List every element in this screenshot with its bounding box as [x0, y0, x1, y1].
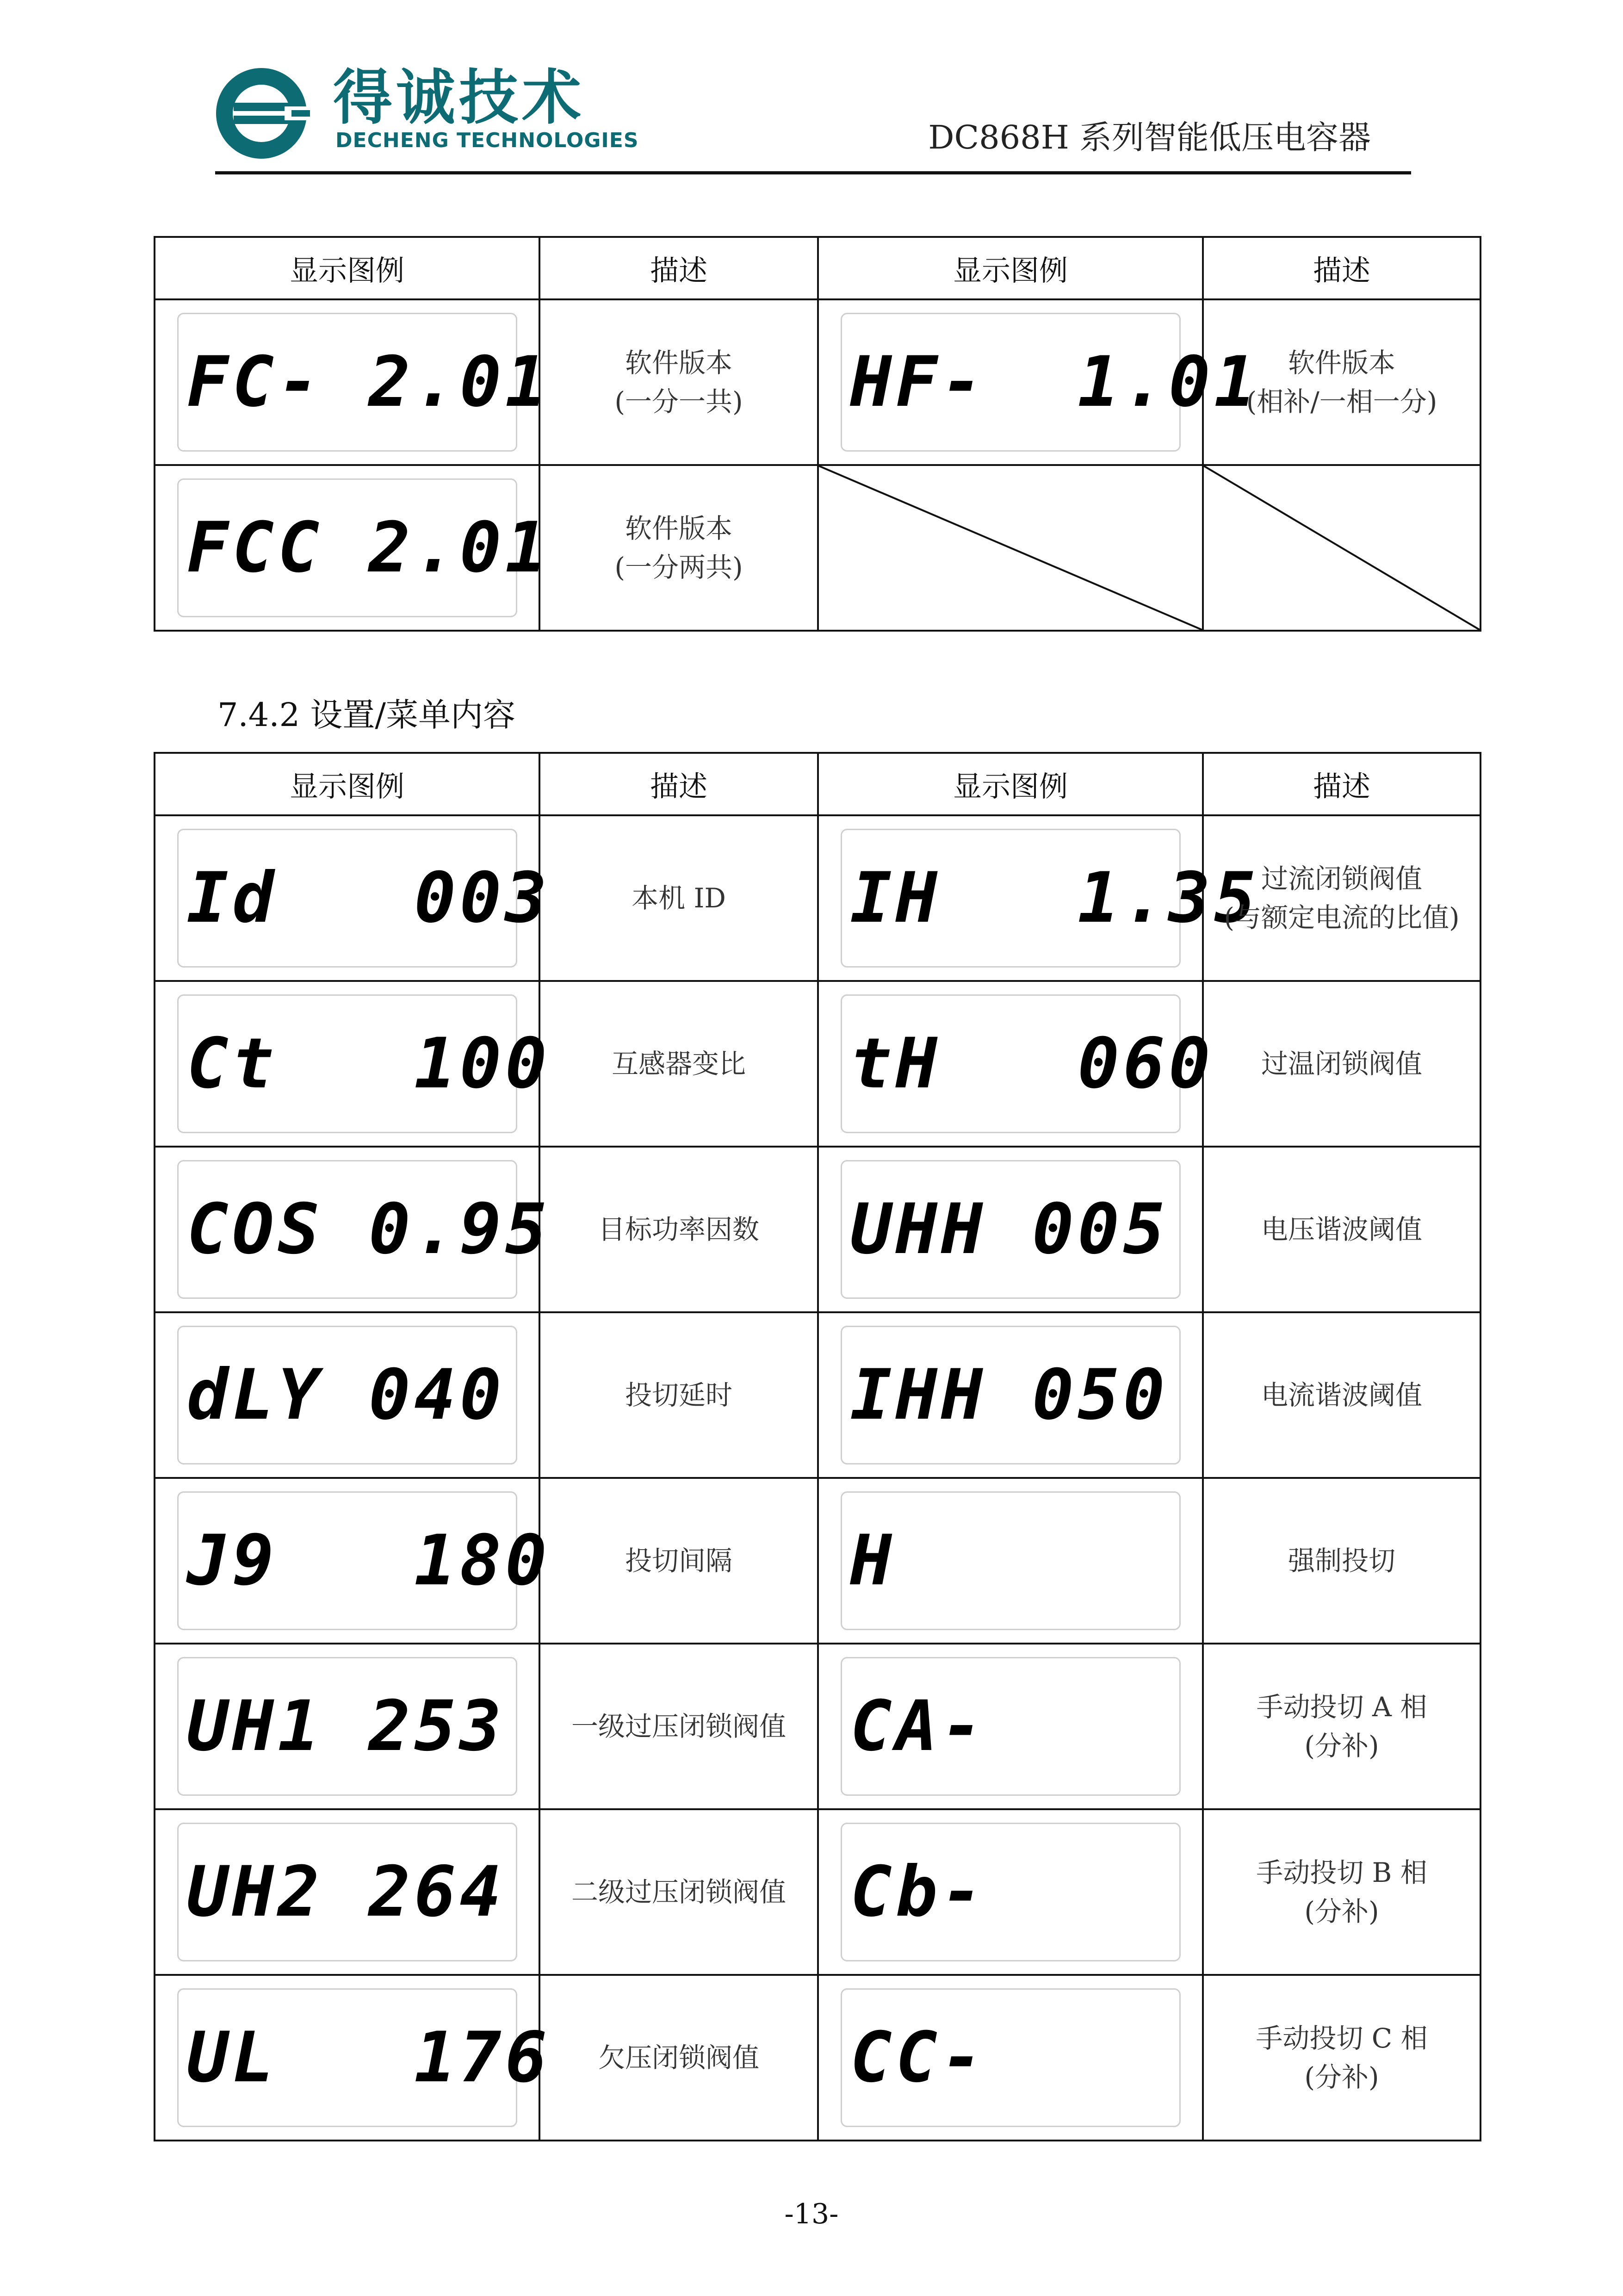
- table-header-row: [155, 753, 1481, 815]
- lcd-display: [177, 1657, 517, 1796]
- desc-line: 欠压闭锁阀值: [598, 2042, 759, 2073]
- description-cell: [539, 1975, 818, 2141]
- description-cell: [539, 465, 818, 631]
- desc-line: 手动投切 B 相: [1256, 1857, 1427, 1888]
- desc-line: 软件版本: [625, 347, 732, 379]
- lcd-text: Cb-: [850, 1852, 987, 1932]
- description-cell: [1203, 1975, 1481, 2141]
- lcd-display: [177, 313, 551, 452]
- lcd-text: H: [850, 1520, 896, 1601]
- desc-line: 过流闭锁阀值: [1261, 863, 1422, 894]
- lcd-text: FCC 2.01: [186, 508, 551, 588]
- desc-line: 投切间隔: [625, 1545, 732, 1576]
- table-row: [155, 1809, 1481, 1975]
- description-cell: [539, 1644, 818, 1809]
- description-cell: [539, 815, 818, 981]
- desc-line: 手动投切 C 相: [1256, 2023, 1428, 2054]
- settings-table: [154, 752, 1481, 2141]
- lcd-text: Ct 100: [186, 1024, 551, 1104]
- desc-line: 目标功率因数: [598, 1214, 759, 1245]
- lcd-display: [841, 1988, 1181, 2127]
- description-cell: [539, 1478, 818, 1644]
- desc-line: 软件版本: [625, 513, 732, 544]
- desc-line: 电流谐波阈值: [1261, 1379, 1422, 1411]
- lcd-text: Id 003: [186, 858, 551, 938]
- description-cell: [539, 1312, 818, 1478]
- lcd-text: dLY 040: [186, 1355, 505, 1435]
- company-name-en: DECHENG TECHNOLOGIES: [335, 129, 639, 152]
- lcd-text: FC- 2.01: [186, 342, 551, 422]
- lcd-display: [177, 829, 551, 968]
- lcd-text: IH 1.35: [850, 858, 1260, 938]
- table-row: [155, 1147, 1481, 1312]
- desc-line: 一级过压闭锁阀值: [571, 1711, 786, 1742]
- lcd-display: [177, 1326, 517, 1464]
- lcd-text: UL 176: [186, 2017, 551, 2098]
- description-cell: [1203, 1644, 1481, 1809]
- description-cell: [1203, 1478, 1481, 1644]
- column-header: 显示图例: [155, 753, 539, 815]
- table-row: [155, 465, 1481, 631]
- description-cell: [1203, 1809, 1481, 1975]
- column-header: 显示图例: [818, 753, 1203, 815]
- description-cell: [1203, 981, 1481, 1147]
- lcd-display: [841, 829, 1260, 968]
- lcd-display: [177, 1160, 551, 1299]
- lcd-text: UH2 264: [186, 1852, 505, 1932]
- lcd-text: IHH 050: [850, 1355, 1169, 1435]
- desc-line: 互感器变比: [611, 1048, 746, 1080]
- column-header: 描述: [1203, 237, 1481, 299]
- desc-line: (一分两共): [614, 552, 743, 583]
- lcd-display: [841, 1657, 1181, 1796]
- column-header: 描述: [1203, 753, 1481, 815]
- decheng-logo-icon: [215, 65, 315, 162]
- desc-line: (一分一共): [614, 386, 743, 417]
- header-divider: [215, 171, 1411, 174]
- lcd-display: [841, 1491, 1181, 1630]
- table-row: [155, 299, 1481, 465]
- lcd-text: tH 060: [850, 1024, 1214, 1104]
- desc-line: 软件版本: [1288, 347, 1395, 379]
- lcd-display: [841, 1160, 1181, 1299]
- table-row: [155, 1312, 1481, 1478]
- desc-line: (分补): [1304, 1896, 1379, 1927]
- desc-line: 本机 ID: [632, 882, 726, 914]
- lcd-display: [841, 994, 1214, 1133]
- description-cell: [1203, 1312, 1481, 1478]
- table-row: [155, 1478, 1481, 1644]
- page-number: -13-: [784, 2198, 839, 2230]
- lcd-display: [177, 1823, 517, 1961]
- desc-line: 过温闭锁阀值: [1261, 1048, 1422, 1080]
- lcd-display: [177, 478, 551, 617]
- table-row: [155, 1644, 1481, 1809]
- desc-line: (分补): [1304, 2061, 1379, 2093]
- description-cell: [1203, 815, 1481, 981]
- column-header: 显示图例: [818, 237, 1203, 299]
- description-cell: [539, 299, 818, 465]
- lcd-display: [841, 1823, 1181, 1961]
- table-row: [155, 1975, 1481, 2141]
- description-cell: [539, 981, 818, 1147]
- lcd-text: HF- 1.01: [850, 342, 1260, 422]
- column-header: 描述: [539, 753, 818, 815]
- desc-line: 强制投切: [1288, 1545, 1395, 1576]
- desc-line: 电压谐波阈值: [1261, 1214, 1422, 1245]
- version-table: [154, 236, 1481, 632]
- desc-line: (相补/一相一分): [1246, 386, 1437, 417]
- column-header: 描述: [539, 237, 818, 299]
- lcd-text: CA-: [850, 1686, 987, 1767]
- lcd-text: CC-: [850, 2017, 987, 2098]
- empty-cell: [818, 465, 1203, 631]
- company-name-cn: 得诚技术: [333, 63, 585, 132]
- column-header: 显示图例: [155, 237, 539, 299]
- desc-line: 手动投切 A 相: [1256, 1691, 1427, 1723]
- description-cell: [1203, 1147, 1481, 1312]
- document-title: DC868H 系列智能低压电容器: [928, 118, 1371, 156]
- table-row: [155, 981, 1481, 1147]
- lcd-display: [177, 1988, 551, 2127]
- table-header-row: [155, 237, 1481, 299]
- lcd-text: UHH 005: [850, 1189, 1169, 1270]
- empty-cell: [1203, 465, 1481, 631]
- lcd-text: J9 180: [186, 1520, 551, 1601]
- section-title: 7.4.2 设置/菜单内容: [217, 696, 515, 734]
- table-row: [155, 815, 1481, 981]
- diagonal-line: [819, 466, 1202, 630]
- lcd-text: COS 0.95: [186, 1189, 551, 1270]
- lcd-display: [841, 1326, 1181, 1464]
- diagonal-line: [1204, 466, 1480, 630]
- description-cell: [539, 1809, 818, 1975]
- lcd-text: UH1 253: [186, 1686, 505, 1767]
- desc-line: 投切延时: [625, 1379, 732, 1411]
- lcd-display: [841, 313, 1260, 452]
- desc-line: 二级过压闭锁阀值: [571, 1876, 786, 1908]
- description-cell: [539, 1147, 818, 1312]
- desc-line: (分补): [1304, 1730, 1379, 1762]
- lcd-display: [177, 1491, 551, 1630]
- desc-line: (与额定电流的比值): [1224, 902, 1460, 933]
- lcd-display: [177, 994, 551, 1133]
